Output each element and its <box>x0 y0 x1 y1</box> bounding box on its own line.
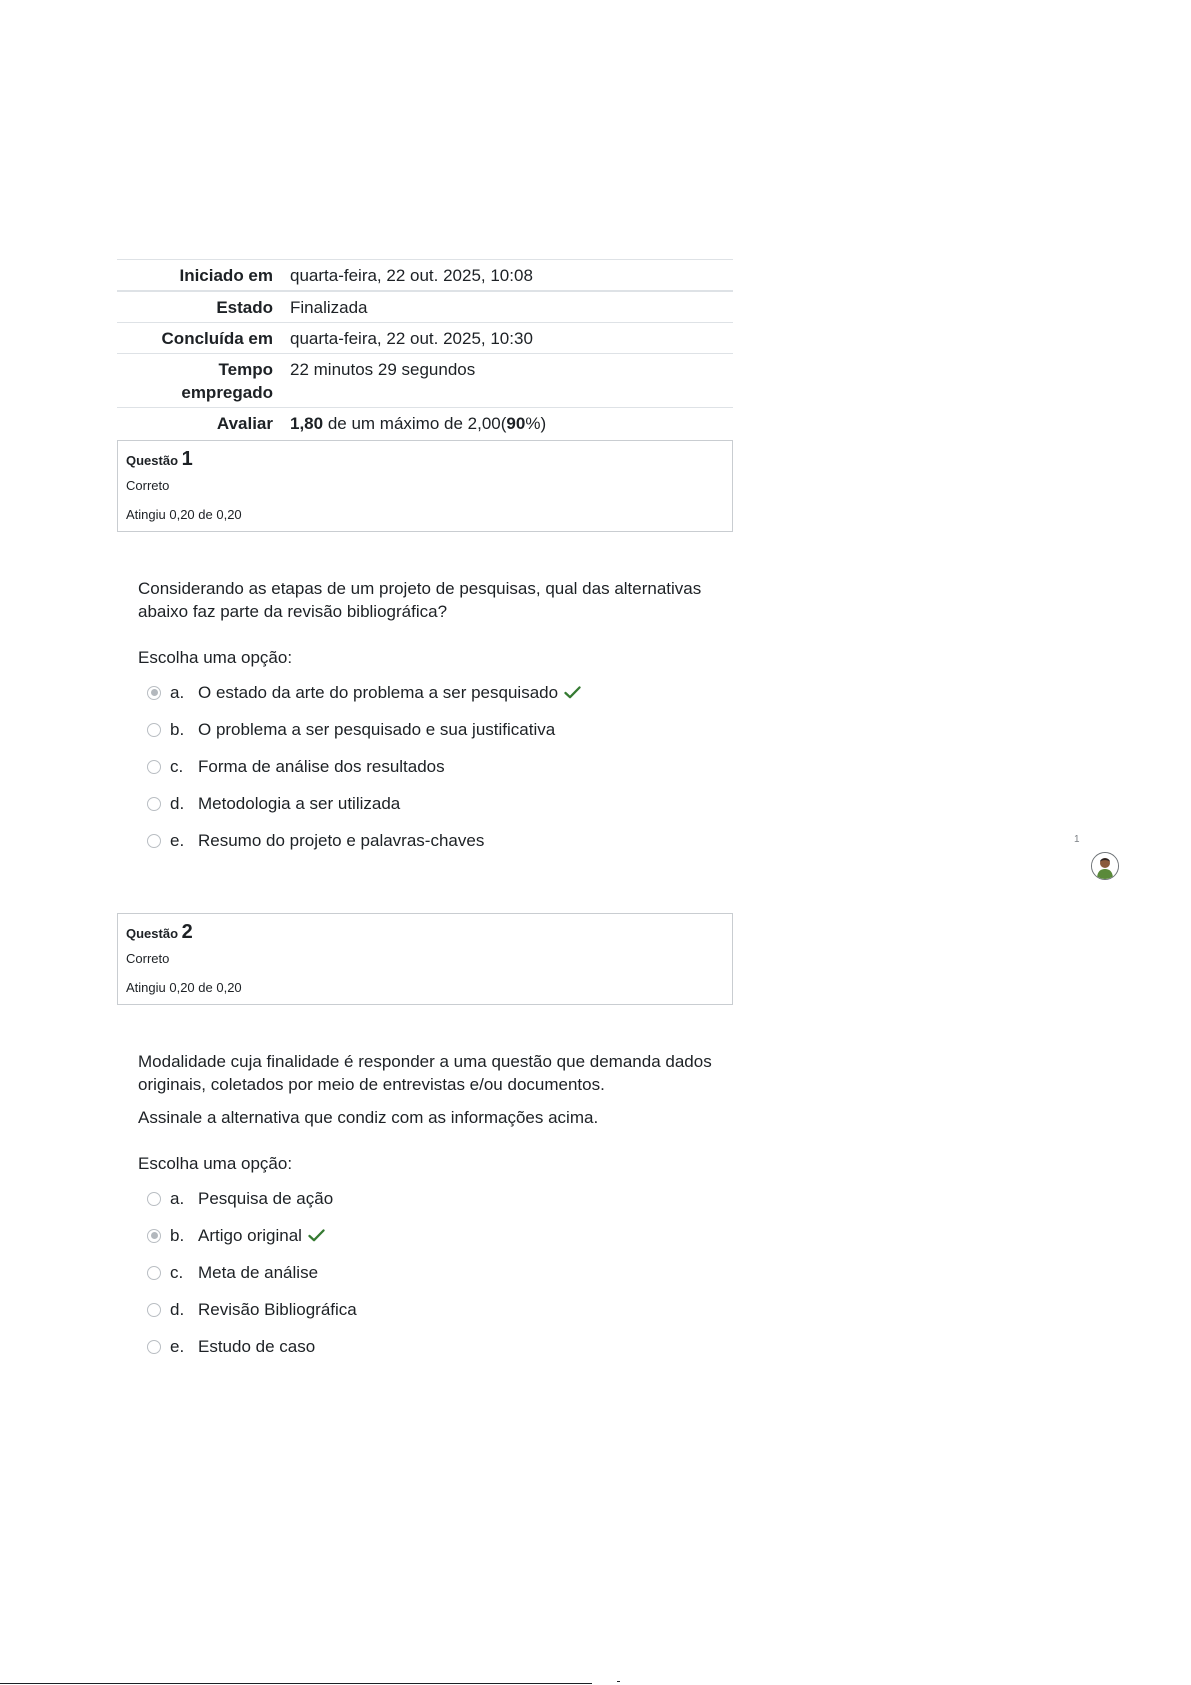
checkmark-icon <box>564 686 581 699</box>
answer-option-e[interactable] <box>147 822 717 859</box>
radio-selected-icon[interactable] <box>147 686 161 700</box>
question-2-text <box>138 1050 718 1129</box>
summary-row-started <box>117 260 733 292</box>
answer-letter: c. <box>170 756 184 776</box>
answer-text: Meta de análise <box>198 1262 319 1282</box>
summary-label: Tempo empregado <box>117 354 282 408</box>
question-number <box>126 447 724 473</box>
summary-value: 22 minutos 29 segundos <box>282 354 733 408</box>
summary-label: Avaliar <box>117 408 282 439</box>
side-count: 1 <box>1074 834 1080 845</box>
question-status: Correto <box>126 478 170 493</box>
answer-text: O problema a ser pesquisado e sua justificativa <box>198 719 556 739</box>
answer-option-a[interactable] <box>147 1180 717 1217</box>
radio-icon[interactable] <box>147 1192 161 1206</box>
answer-text: Resumo do projeto e palavras-chaves <box>198 830 485 850</box>
answer-text: Forma de análise dos resultados <box>198 756 445 776</box>
answer-letter: d. <box>170 1299 185 1319</box>
question-number-value: 2 <box>181 921 193 943</box>
radio-icon[interactable] <box>147 1303 161 1317</box>
grade-middle: de um máximo de 2,00( <box>323 414 507 433</box>
radio-selected-icon[interactable] <box>147 1229 161 1243</box>
answer-option-a[interactable] <box>147 674 717 711</box>
bottom-divider <box>0 1683 592 1684</box>
radio-icon[interactable] <box>147 1340 161 1354</box>
grade-score: 1,80 <box>290 414 324 433</box>
answer-option-d[interactable] <box>147 1291 717 1328</box>
question-mark: Atingiu 0,20 de 0,20 <box>126 507 242 522</box>
answer-letter: d. <box>170 793 185 813</box>
answer-letter: a. <box>170 1188 185 1208</box>
question-1-text <box>138 577 718 623</box>
answer-text: Revisão Bibliográfica <box>198 1299 357 1319</box>
grade-suffix: %) <box>525 414 547 433</box>
answer-option-c[interactable] <box>147 748 717 785</box>
bottom-tick <box>617 1681 620 1682</box>
question-text-paragraph: Assinale a alternativa que condiz com as informações acima. <box>138 1108 599 1127</box>
answer-text: Estudo de caso <box>198 1336 316 1356</box>
summary-grade-value <box>282 408 733 439</box>
answer-letter: b. <box>170 1225 185 1245</box>
radio-icon[interactable] <box>147 797 161 811</box>
radio-icon[interactable] <box>147 1266 161 1280</box>
question-number <box>126 920 724 946</box>
attempt-summary-table <box>117 259 733 438</box>
answer-text: Metodologia a ser utilizada <box>198 793 401 813</box>
question-1-prompt: Escolha uma opção: <box>138 648 293 667</box>
question-2-info <box>117 913 733 1005</box>
answer-text: Pesquisa de ação <box>198 1188 334 1208</box>
summary-value: Finalizada <box>282 291 733 323</box>
question-text-paragraph: Modalidade cuja finalidade é responder a uma questão que demanda dados originais, coletados por meio de entrevistas e/ou documentos. <box>138 1052 712 1094</box>
summary-label: Concluída em <box>117 323 282 354</box>
question-2-answers <box>147 1180 717 1365</box>
radio-icon[interactable] <box>147 723 161 737</box>
summary-row-time-taken <box>117 354 733 408</box>
question-label: Questão <box>126 926 179 941</box>
summary-row-state <box>117 291 733 323</box>
user-avatar-icon[interactable] <box>1091 852 1119 880</box>
summary-value: quarta-feira, 22 out. 2025, 10:30 <box>282 323 733 354</box>
answer-option-c[interactable] <box>147 1254 717 1291</box>
radio-icon[interactable] <box>147 760 161 774</box>
question-2-prompt: Escolha uma opção: <box>138 1154 293 1173</box>
answer-letter: c. <box>170 1262 184 1282</box>
question-label: Questão <box>126 453 179 468</box>
summary-row-completed <box>117 323 733 354</box>
summary-label: Iniciado em <box>117 260 282 292</box>
answer-option-b[interactable] <box>147 711 717 748</box>
answer-option-e[interactable] <box>147 1328 717 1365</box>
summary-row-grade <box>117 408 733 439</box>
answer-letter: b. <box>170 719 185 739</box>
question-text-paragraph: Considerando as etapas de um projeto de pesquisas, qual das alternativas abaixo faz parte da revisão bibliográfica? <box>138 579 702 621</box>
radio-icon[interactable] <box>147 834 161 848</box>
question-1-answers <box>147 674 717 859</box>
summary-value: quarta-feira, 22 out. 2025, 10:08 <box>282 260 733 292</box>
question-1-info <box>117 440 733 532</box>
answer-option-d[interactable] <box>147 785 717 822</box>
answer-text: Artigo original <box>198 1225 302 1245</box>
question-number-value: 1 <box>181 448 193 470</box>
answer-letter: e. <box>170 1336 185 1356</box>
question-status: Correto <box>126 951 170 966</box>
answer-text: O estado da arte do problema a ser pesquisado <box>198 682 559 702</box>
answer-option-b[interactable] <box>147 1217 717 1254</box>
answer-letter: a. <box>170 682 185 702</box>
checkmark-icon <box>308 1229 325 1242</box>
question-mark: Atingiu 0,20 de 0,20 <box>126 980 242 995</box>
summary-label: Estado <box>117 291 282 323</box>
answer-letter: e. <box>170 830 185 850</box>
grade-percent: 90 <box>506 414 526 433</box>
